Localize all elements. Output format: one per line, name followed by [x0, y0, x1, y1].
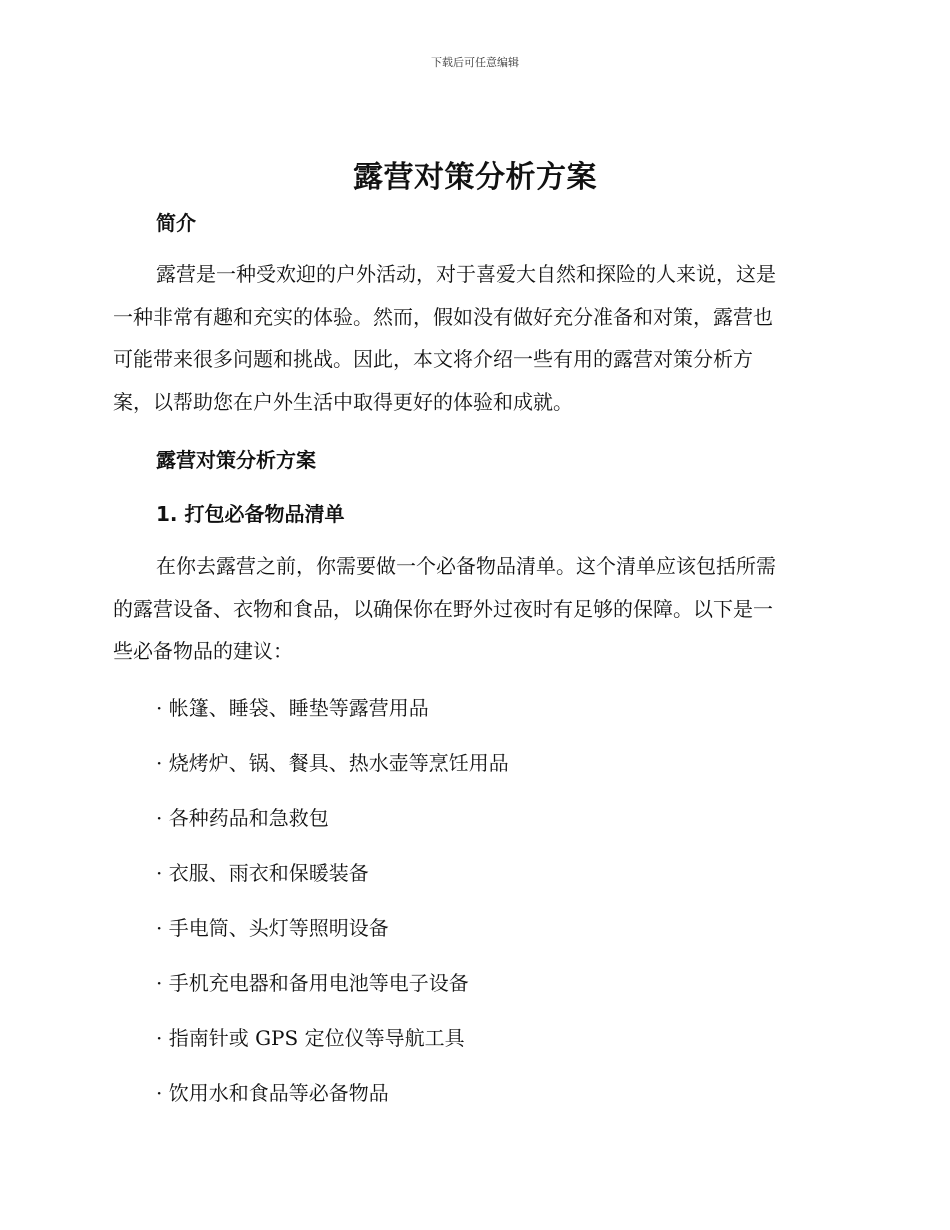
intro-line: 一种非常有趣和充实的体验。然而，假如没有做好充分准备和对策，露营也 — [113, 304, 773, 329]
item1-line: 的露营设备、衣物和食品，以确保你在野外过夜时有足够的保障。以下是一 — [113, 596, 773, 621]
intro-line: 案，以帮助您在户外生活中取得更好的体验和成就。 — [113, 389, 573, 414]
item1-line: 在你去露营之前，你需要做一个必备物品清单。这个清单应该包括所需 — [156, 554, 776, 578]
item1-heading: 1. 打包必备物品清单 — [156, 502, 345, 526]
intro-paragraph — [113, 253, 833, 423]
intro-line: 露营是一种受欢迎的户外活动，对于喜爱大自然和探险的人来说，这是 — [156, 262, 776, 286]
section-heading: 露营对策分析方案 — [156, 448, 316, 472]
list-item: · 各种药品和急救包 — [156, 806, 329, 830]
item1-paragraph — [113, 545, 833, 673]
list-item: · 指南针或 GPS 定位仪等导航工具 — [156, 1026, 465, 1050]
intro-heading: 简介 — [156, 211, 196, 235]
list-item: · 饮用水和食品等必备物品 — [156, 1081, 389, 1105]
list-item: · 手电筒、头灯等照明设备 — [156, 916, 389, 940]
intro-line: 可能带来很多问题和挑战。因此，本文将介绍一些有用的露营对策分析方 — [113, 347, 753, 371]
document-title: 露营对策分析方案 — [353, 160, 597, 195]
list-item: · 帐篷、睡袋、睡垫等露营用品 — [156, 696, 429, 720]
list-item: · 手机充电器和备用电池等电子设备 — [156, 971, 469, 995]
list-item: · 烧烤炉、锅、餐具、热水壶等烹饪用品 — [156, 751, 509, 775]
list-item: · 衣服、雨衣和保暖装备 — [156, 861, 369, 885]
item1-line: 些必备物品的建议： — [113, 639, 293, 663]
page-header-note: 下载后可任意编辑 — [431, 56, 519, 69]
